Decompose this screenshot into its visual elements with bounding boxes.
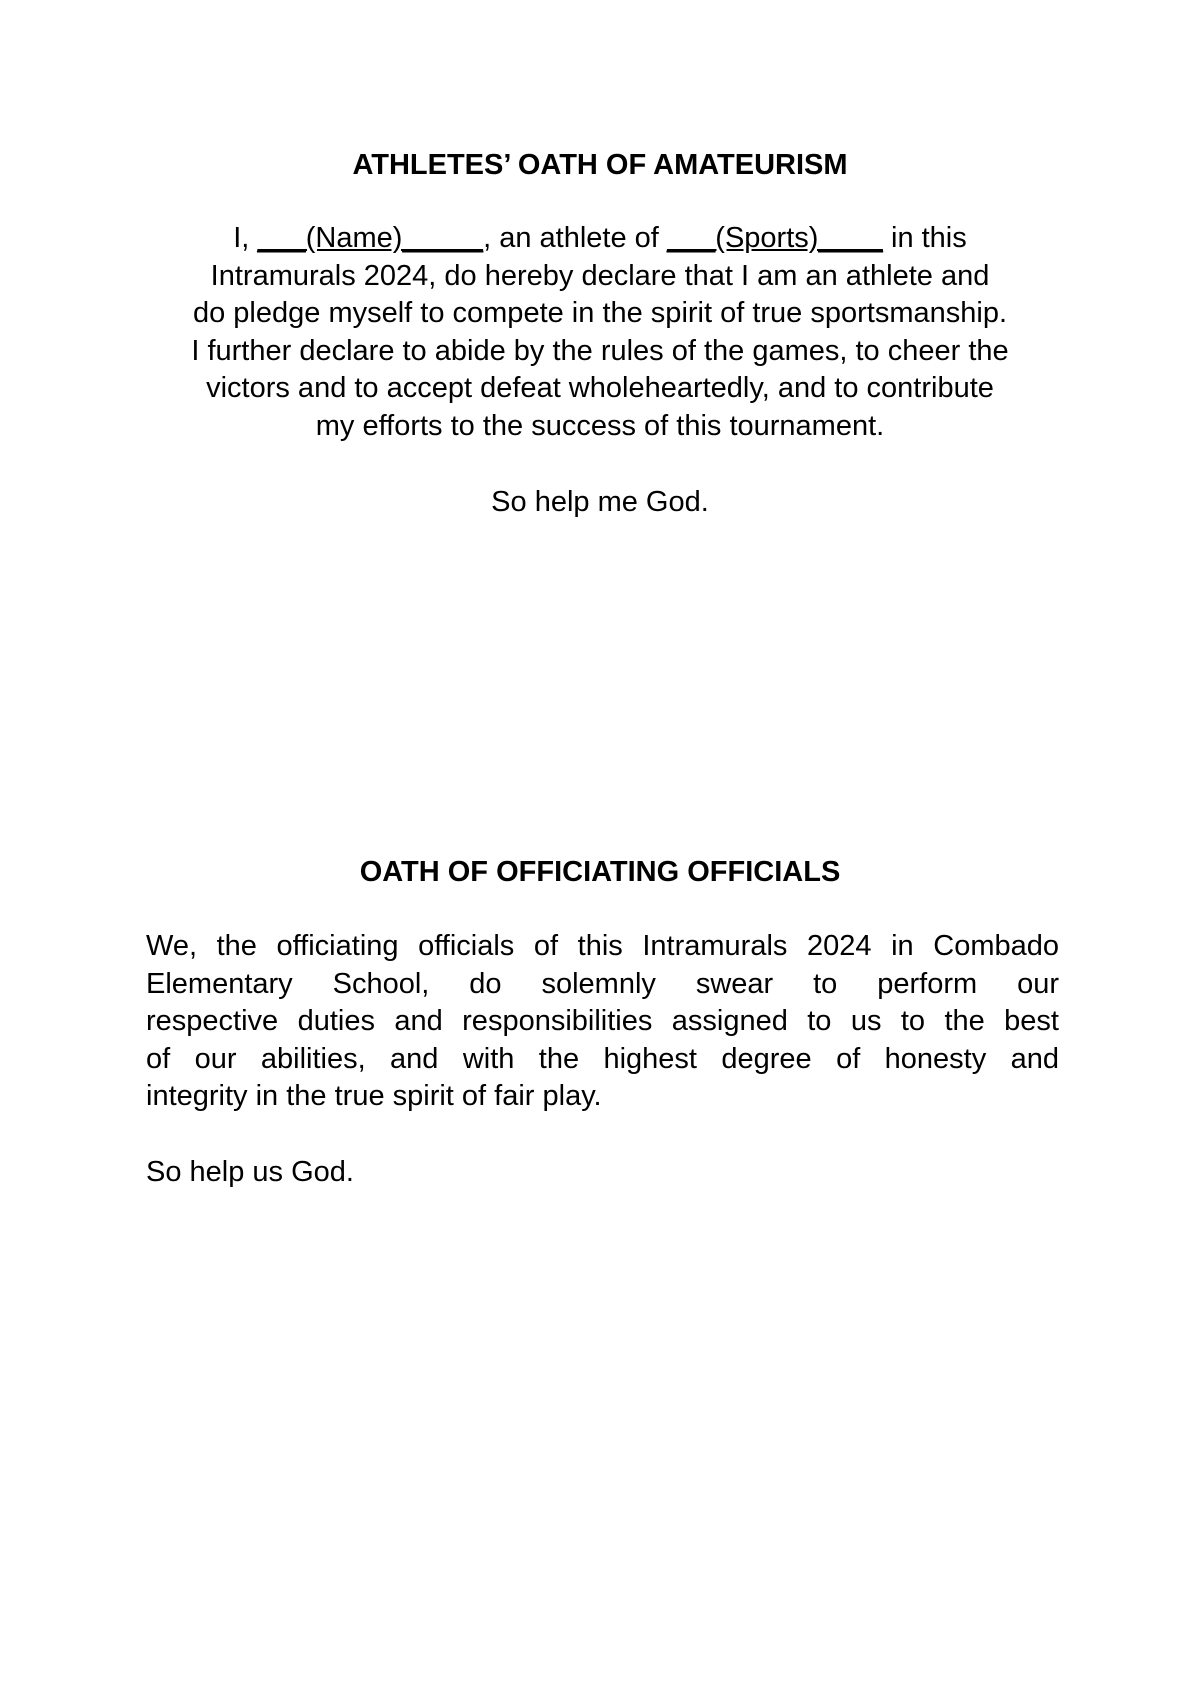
athletes-oath-line-3: do pledge myself to compete in the spirit of true sportsmanship. <box>192 297 1008 329</box>
name-blank: ___(Name)_____ <box>257 222 484 254</box>
officials-oath-line-5: integrity in the true spirit of fair play. <box>146 1080 602 1112</box>
athletes-oath-title: ATHLETES’ OATH OF AMATEURISM <box>352 149 848 181</box>
athletes-oath-line-1 <box>120 220 1080 258</box>
officials-oath-line-3: respective duties and responsibilities assigned to us to the best <box>146 1005 1059 1037</box>
athletes-oath-line-4: I further declare to abide by the rules of the games, to cheer the <box>191 334 1009 367</box>
line1-mid: , an athlete of <box>483 222 667 254</box>
athletes-oath-closing: So help me God. <box>491 486 709 518</box>
officials-oath-line-1: We, the officiating officials of this Intramurals 2024 in Combado <box>146 930 1059 962</box>
line1-suffix: in this <box>882 222 967 254</box>
line1-prefix: I, <box>233 222 258 254</box>
officials-oath-closing: So help us God. <box>146 1156 354 1188</box>
officials-oath-title: OATH OF OFFICIATING OFFICIALS <box>359 856 841 888</box>
athletes-oath-line-5: victors and to accept defeat wholeheartedly, and to contribute <box>206 372 994 404</box>
officials-oath-line-2: Elementary School, do solemnly swear to perform our <box>146 967 1059 1000</box>
officials-oath-body <box>146 928 1059 1116</box>
athletes-oath-line-6: my efforts to the success of this tournament. <box>315 409 885 442</box>
athletes-oath-body <box>120 220 1080 445</box>
sports-blank: ___(Sports)____ <box>666 222 883 254</box>
officials-oath-line-4: of our abilities, and with the highest degree of honesty and <box>146 1042 1059 1075</box>
athletes-oath-line-2: Intramurals 2024, do hereby declare that I am an athlete and <box>210 259 990 292</box>
